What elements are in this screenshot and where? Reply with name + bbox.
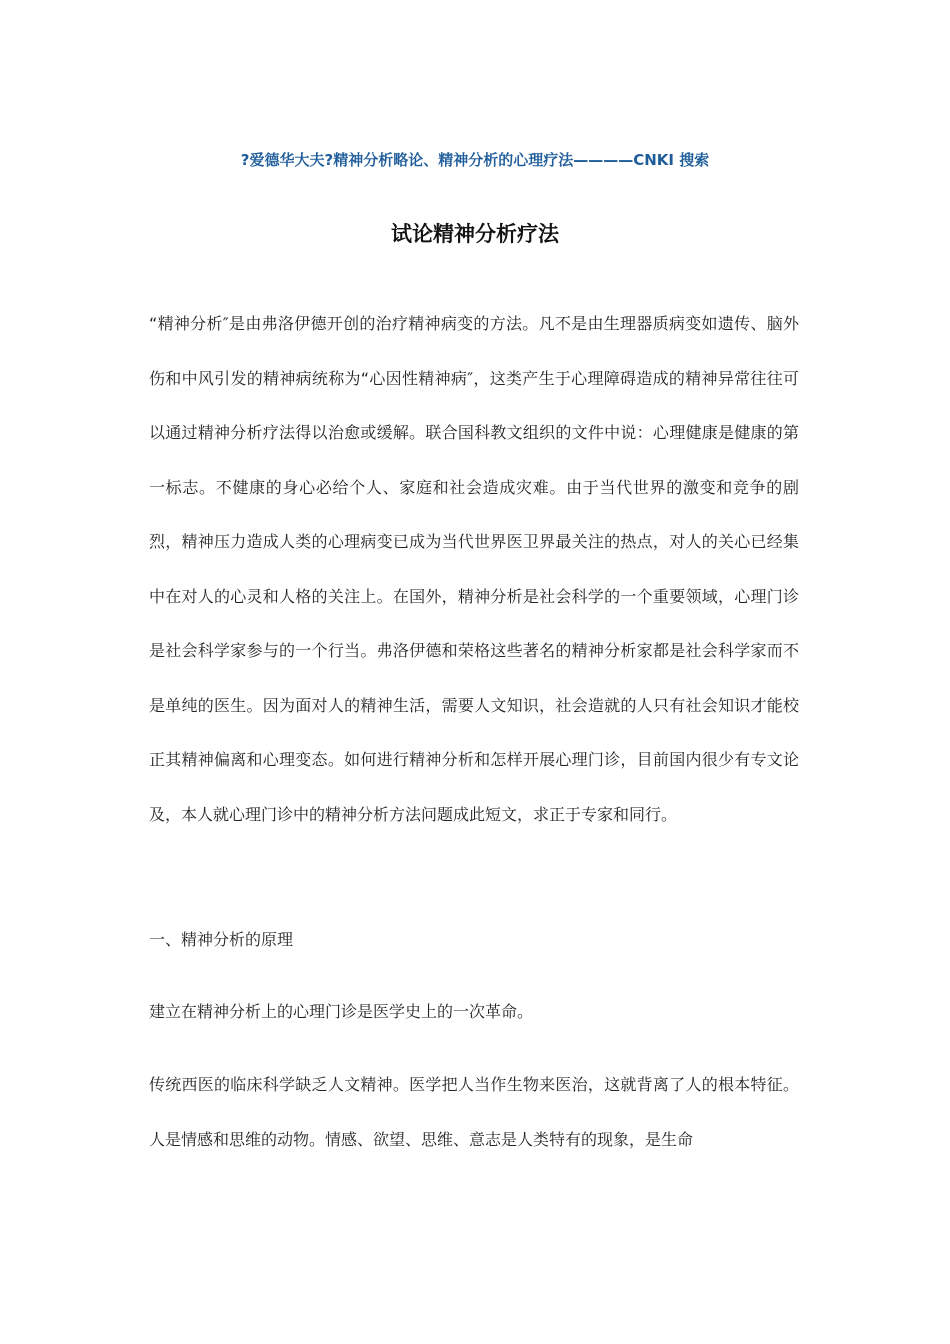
section-lead-paragraph: 建立在精神分析上的心理门诊是医学史上的一次革命。 bbox=[149, 1002, 534, 1021]
article-title: 试论精神分析疗法 bbox=[391, 222, 559, 246]
section-heading: 一、精神分析的原理 bbox=[149, 930, 294, 949]
cnki-search-link[interactable]: ?爱德华大夫?精神分析略论、精神分析的心理疗法————CNKI 搜索 bbox=[240, 151, 710, 169]
section-body-paragraph: 传统西医的临床科学缺乏人文精神。医学把人当作生物来医治，这就背离了人的根本特征。人是情感和思维的动物。情感、欲望、思维、意志是人类特有的现象，是生命 bbox=[149, 1075, 799, 1149]
intro-paragraph: “精神分析″是由弗洛伊德开创的治疗精神病变的方法。凡不是由生理器质病变如遗传、脑外伤和中风引发的精神病统称为“心因性精神病″，这类产生于心理障碍造成的精神异常往往可以通过精神分析疗法得以治愈或缓解。联合国科教文组织的文件中说：心理健康是健康的第一标志。不健康的身心必给个人、家庭和社会造成灾难。由于当代世界的激变和竞争的剧烈，精神压力造成人类的心理病变已成为当代世界医卫界最关注的热点，对人的关心已经集中在对人的心灵和人格的关注上。在国外，精神分析是社会科学的一个重要领域，心理门诊是社会科学家参与的一个行当。弗洛伊德和荣格这些著名的精神分析家都是社会科学家而不是单纯的医生。因为面对人的精神生活，需要人文知识，社会造就的人只有社会知识才能校正其精神偏离和心理变态。如何进行精神分析和怎样开展心理门诊，目前国内很少有专文论及，本人就心理门诊中的精神分析方法问题成此短文，求正于专家和同行。 bbox=[149, 314, 799, 824]
